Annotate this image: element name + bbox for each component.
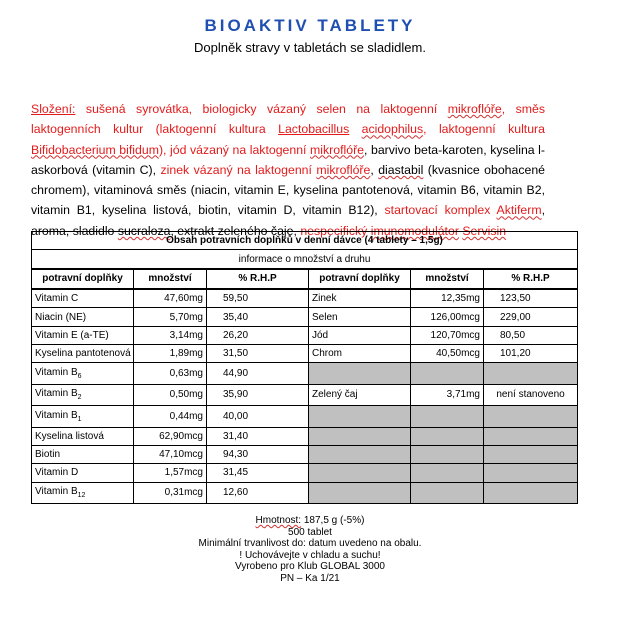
table-caption: Obsah potravních doplňků v denní dávce (4 tablety – 1,5g) [32, 232, 578, 250]
table-cell [309, 363, 411, 384]
table-cell [207, 345, 309, 363]
composition-part: , extrakt zeleného čaje, [170, 223, 301, 238]
table-row [32, 464, 578, 482]
composition-part: startovací komplex [384, 203, 497, 218]
table-cell [411, 427, 484, 445]
table-cell [484, 289, 578, 308]
table-row [32, 363, 578, 384]
table-row [32, 345, 578, 363]
table-cell [207, 363, 309, 384]
cell-text: 94,30 [223, 449, 249, 461]
cell-text: Vitamin B [35, 367, 78, 379]
composition-part: mikroflóře [316, 162, 371, 177]
table-cell [134, 326, 207, 344]
cell-text: 0,44mg [169, 410, 203, 422]
table-row [32, 445, 578, 463]
table-cell [484, 406, 578, 427]
table-cell [207, 308, 309, 326]
table-cell [411, 326, 484, 344]
table-cell [484, 384, 578, 405]
composition-part: (kvasnice obohacené chromem), vitaminová směs (niacin, vitamin E, kyselina pantotenová, vitamin B6, vitamin B2, vitamin B1, kyselina listová, biotin, vitamin D, vitamin B12), [31, 162, 546, 218]
composition-part: sucraloza [117, 223, 171, 238]
table-cell [484, 326, 578, 344]
table-cell [207, 384, 309, 405]
table-cell [484, 427, 578, 445]
table-cell [134, 384, 207, 405]
composition-part [349, 122, 361, 136]
cell-text: Selen [312, 311, 338, 323]
table-cell [411, 482, 484, 503]
table-cell [207, 326, 309, 344]
table-cell [309, 326, 411, 344]
composition-part: , barvivo beta-karoten, kyselina l-askorbová (vitamin C), [31, 142, 545, 177]
table-row [32, 384, 578, 405]
cell-text: 1,89mg [169, 348, 203, 360]
cell-text: Vitamin B [35, 409, 78, 421]
cell-text: 26,20 [223, 329, 249, 341]
document-title: BIOAKTIV TABLETY [204, 16, 416, 35]
table-cell [207, 406, 309, 427]
cell-text: 62,90mcg [159, 430, 203, 442]
cell-text: 44,90 [223, 368, 249, 380]
cell-text: 0,63mg [169, 368, 203, 380]
table-cell [411, 289, 484, 308]
composition-part: diastabil [378, 162, 424, 177]
cell-text: 123,50 [500, 293, 531, 305]
cell-text: 0,50mg [169, 389, 203, 401]
table-cell [484, 363, 578, 384]
table-cell [32, 427, 134, 445]
weight-value: 187,5 g (-5%) [303, 515, 365, 526]
cell-text: Jód [312, 329, 329, 341]
footer [0, 515, 620, 585]
cell-text: 31,40 [223, 430, 249, 442]
composition-part: nespecifický [300, 223, 371, 238]
table-cell [309, 464, 411, 482]
table-row [32, 308, 578, 326]
composition-label: Složení: [31, 102, 76, 116]
cell-text: 120,70mcg [430, 329, 480, 341]
table-cell [309, 345, 411, 363]
table-cell [484, 308, 578, 326]
table-cell [411, 445, 484, 463]
cell-subscript: 6 [77, 373, 82, 381]
cell-subscript: 2 [77, 394, 82, 402]
storage-note: ! Uchovávejte v chladu a suchu! [239, 549, 381, 561]
composition-part: ), jód vázaný na laktogenní [158, 142, 311, 157]
product-code: PN – Ka 1/21 [280, 572, 340, 584]
cell-text: Vitamin B [35, 388, 78, 400]
table-cell [32, 308, 134, 326]
cell-text: Kyselina pantotenová [35, 348, 131, 360]
composition-part: Lactobacillus [278, 122, 350, 137]
table-cell [484, 464, 578, 482]
composition-part: zinek vázaný na laktogenní [160, 162, 317, 177]
cell-text: Vitamin C [35, 293, 79, 305]
cell-subscript: 12 [77, 492, 86, 500]
table-cell [32, 384, 134, 405]
composition-part: mikroflóře [447, 102, 502, 116]
table-cell [207, 464, 309, 482]
table-row [32, 482, 578, 503]
composition-part: Servisin [462, 223, 507, 238]
cell-text: 12,35mg [441, 293, 480, 305]
table-cell [32, 289, 134, 308]
cell-text: Biotin [35, 449, 61, 461]
table-cell [207, 427, 309, 445]
cell-text: 0,31mcg [164, 487, 203, 499]
cell-subscript: 1 [77, 415, 82, 423]
composition-part: Aktiferm [496, 203, 542, 218]
column-header: % R.H.P [207, 269, 309, 289]
table-cell [484, 482, 578, 503]
composition-paragraph [31, 99, 545, 241]
tablet-count: 500 tablet [288, 526, 332, 538]
cell-text: 59,50 [223, 293, 249, 305]
cell-text: 126,00mcg [430, 311, 480, 323]
table-cell [484, 445, 578, 463]
cell-text: 12,60 [223, 487, 249, 499]
cell-text: není stanoveno [496, 389, 565, 401]
cell-text: Niacin (NE) [35, 311, 87, 323]
table-cell [134, 406, 207, 427]
table-cell [134, 363, 207, 384]
cell-text: 31,45 [223, 467, 249, 479]
table-cell [32, 464, 134, 482]
cell-text: 40,50mcg [436, 348, 480, 360]
table-cell [134, 345, 207, 363]
cell-text: Vitamin B [35, 486, 78, 498]
table-cell [32, 326, 134, 344]
document-subtitle: Doplněk stravy v tabletách se sladidlem. [194, 40, 426, 55]
table-row [32, 427, 578, 445]
cell-text: Zinek [312, 293, 337, 305]
table-cell [309, 289, 411, 308]
table-cell [32, 482, 134, 503]
cell-text: 5,70mg [169, 311, 203, 323]
table-subcaption: informace o množství a druhu [32, 250, 578, 269]
composition-part: Bifidobacterium bifidum [31, 142, 159, 157]
cell-text: 47,60mg [164, 293, 203, 305]
table-cell [484, 345, 578, 363]
composition-part: imunomodulátor [370, 223, 459, 238]
table-row [32, 326, 578, 344]
cell-text: Vitamin E (a-TE) [35, 329, 109, 341]
column-header: % R.H.P [484, 269, 578, 289]
composition-part: acidophilus [361, 122, 424, 137]
table-cell [411, 363, 484, 384]
cell-text: 31,50 [223, 348, 249, 360]
table-cell [309, 482, 411, 503]
table-cell [134, 464, 207, 482]
table-cell [411, 308, 484, 326]
composition-part: , [370, 162, 379, 177]
cell-text: 40,00 [223, 410, 249, 422]
cell-text: Vitamin D [35, 467, 79, 479]
cell-text: 1,57mcg [164, 467, 203, 479]
table-cell [207, 482, 309, 503]
composition-part: mikroflóře [310, 142, 365, 157]
cell-text: Zelený čaj [312, 389, 358, 401]
table-cell [134, 482, 207, 503]
table-cell [32, 406, 134, 427]
table-cell [134, 308, 207, 326]
cell-text: 80,50 [500, 329, 526, 341]
cell-text: 101,20 [500, 348, 531, 360]
table-cell [411, 406, 484, 427]
column-header: množství [134, 269, 207, 289]
table-cell [32, 363, 134, 384]
cell-text: 3,71mg [446, 389, 480, 401]
weight-label: Hmotnost: [255, 515, 302, 526]
table-cell [207, 445, 309, 463]
column-header: množství [411, 269, 484, 289]
cell-text: 3,14mg [169, 329, 203, 341]
composition-part: , laktogenní kultura [423, 122, 545, 137]
cell-text: 35,90 [223, 389, 249, 401]
table-cell [32, 445, 134, 463]
table-cell [411, 345, 484, 363]
table-cell [32, 345, 134, 363]
column-header: potravní doplňky [309, 269, 411, 289]
cell-text: Kyselina listová [35, 430, 104, 442]
cell-text: 35,40 [223, 311, 249, 323]
composition-part: , směs laktogenních kultur (laktogenní kultura [31, 102, 545, 137]
weight-line [0, 515, 620, 527]
nutrient-table [31, 231, 578, 504]
table-cell [309, 406, 411, 427]
table-cell [134, 289, 207, 308]
table-cell [411, 464, 484, 482]
table-row [32, 289, 578, 308]
table-cell [309, 445, 411, 463]
table-cell [309, 427, 411, 445]
composition-part: , aroma, sladidlo [31, 203, 546, 238]
cell-text: 47,10mcg [159, 449, 203, 461]
cell-text: 229,00 [500, 311, 531, 323]
column-header: potravní doplňky [32, 269, 134, 289]
table-cell [309, 384, 411, 405]
producer: Vyrobeno pro Klub GLOBAL 3000 [235, 561, 385, 573]
table-cell [134, 445, 207, 463]
table-cell [309, 308, 411, 326]
table-cell [207, 289, 309, 308]
table-cell [411, 384, 484, 405]
table-row [32, 406, 578, 427]
cell-text: Chrom [312, 348, 343, 360]
table-cell [134, 427, 207, 445]
shelf-life: Minimální trvanlivost do: datum uvedeno na obalu. [198, 538, 422, 550]
composition-part: sušená syrovátka, biologicky vázaný selen na laktogenní [75, 102, 448, 116]
